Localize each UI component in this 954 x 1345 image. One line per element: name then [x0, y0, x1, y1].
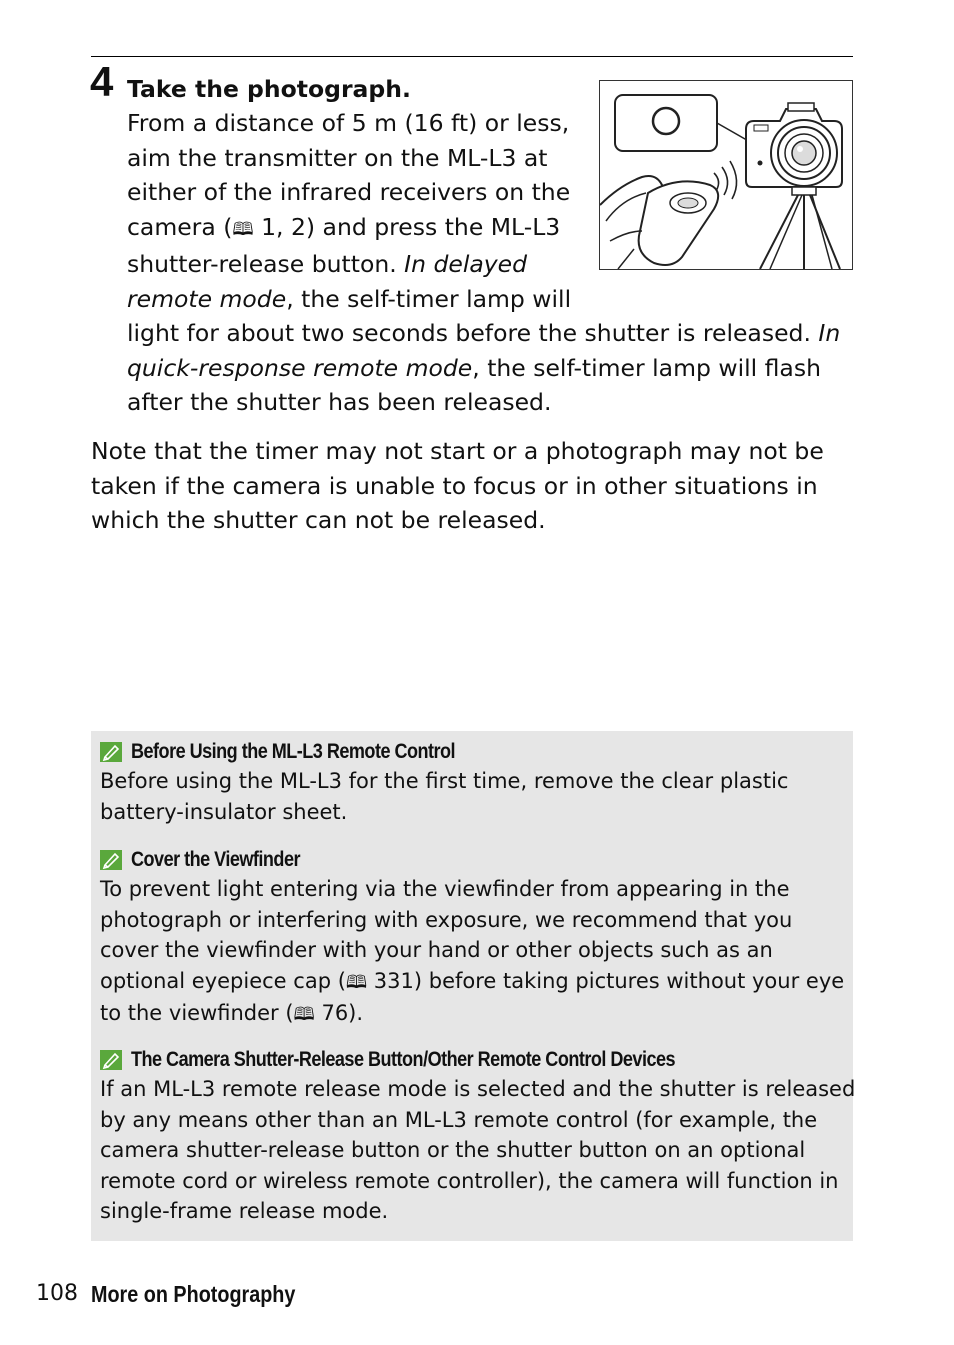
- tip-body: [100, 766, 848, 827]
- book-icon: 🕮: [345, 971, 368, 993]
- tip-title: Cover the Viewfinder: [131, 848, 301, 871]
- camera-drawing: [746, 103, 842, 187]
- step-line: quick-response remote mode, the self-timer lamp will flash: [127, 353, 821, 382]
- step-line: after the shutter has been released.: [127, 388, 552, 416]
- tip-line: cover the viewfinder with your hand or other objects such as an: [100, 938, 773, 962]
- tripod-drawing: [760, 187, 840, 269]
- tip-line: by any means other than an ML-L3 remote control (for example, the: [100, 1107, 818, 1132]
- tip-title: Before Using the ML-L3 Remote Control: [131, 740, 456, 763]
- step-line: light for about two seconds before the shutter is released. In: [127, 319, 841, 347]
- tip-line: single-frame release mode.: [100, 1199, 389, 1223]
- pencil-icon: [100, 742, 122, 762]
- note-line: taken if the camera is unable to focus or in other situations in: [91, 471, 818, 500]
- pencil-icon: [100, 1050, 122, 1070]
- page-number: 108: [36, 1281, 78, 1306]
- step-heading: Take the photograph.: [127, 75, 411, 103]
- tip-line: Before using the ML-L3 for the first time, remove the clear plastic: [100, 769, 789, 793]
- note-line: which the shutter can not be released.: [91, 506, 546, 534]
- tip-line: remote cord or wireless remote controller), the camera will function in: [100, 1168, 839, 1193]
- tip-line: If an ML-L3 remote release mode is selected and the shutter is released: [100, 1077, 856, 1101]
- tip-line: photograph or interfering with exposure, we recommend that you: [100, 907, 793, 932]
- step-line: camera (🕮 1, 2) and press the ML-L3: [127, 212, 561, 241]
- step-number: 4: [90, 58, 114, 105]
- illustration-svg: [600, 81, 852, 269]
- book-icon: 🕮: [232, 218, 254, 240]
- tip-shutter-release-devices: [100, 1046, 856, 1227]
- step-line: either of the infrared receivers on the: [127, 178, 571, 206]
- hand-with-remote-drawing: [600, 176, 718, 269]
- tip-title: The Camera Shutter-Release Button/Other Remote Control Devices: [131, 1048, 676, 1071]
- book-icon: 🕮: [293, 1004, 315, 1025]
- step-line: From a distance of 5 m (16 ft) or less,: [127, 109, 570, 137]
- tip-line: battery-insulator sheet.: [100, 799, 348, 824]
- tip-body: [100, 1074, 856, 1227]
- tip-line: To prevent light entering via the viewfinder from appearing in the: [100, 877, 790, 901]
- note-line: Note that the timer may not start or a photograph may not be: [91, 437, 824, 465]
- step-line: remote mode, the self-timer lamp will: [127, 284, 572, 313]
- tip-line: to the viewfinder (🕮 76).: [100, 1001, 364, 1025]
- section-title: More on Photography: [91, 1281, 296, 1307]
- tip-body: [100, 874, 848, 1031]
- pencil-icon: [100, 850, 122, 870]
- step-line: aim the transmitter on the ML-L3 at: [127, 143, 548, 172]
- step-line: shutter-release button. In delayed: [127, 250, 528, 278]
- callout-box: [615, 95, 717, 151]
- tip-cover-viewfinder: [100, 846, 848, 1031]
- tip-line: camera shutter-release button or the shutter button on an optional: [100, 1138, 806, 1162]
- note-paragraph: [91, 434, 853, 538]
- remote-camera-illustration: [599, 80, 853, 270]
- top-rule: [91, 56, 853, 57]
- tip-before-using: [100, 738, 848, 827]
- tips-box: [91, 731, 856, 1241]
- tip-line: optional eyepiece cap (🕮 331) before taking pictures without your eye: [100, 968, 845, 993]
